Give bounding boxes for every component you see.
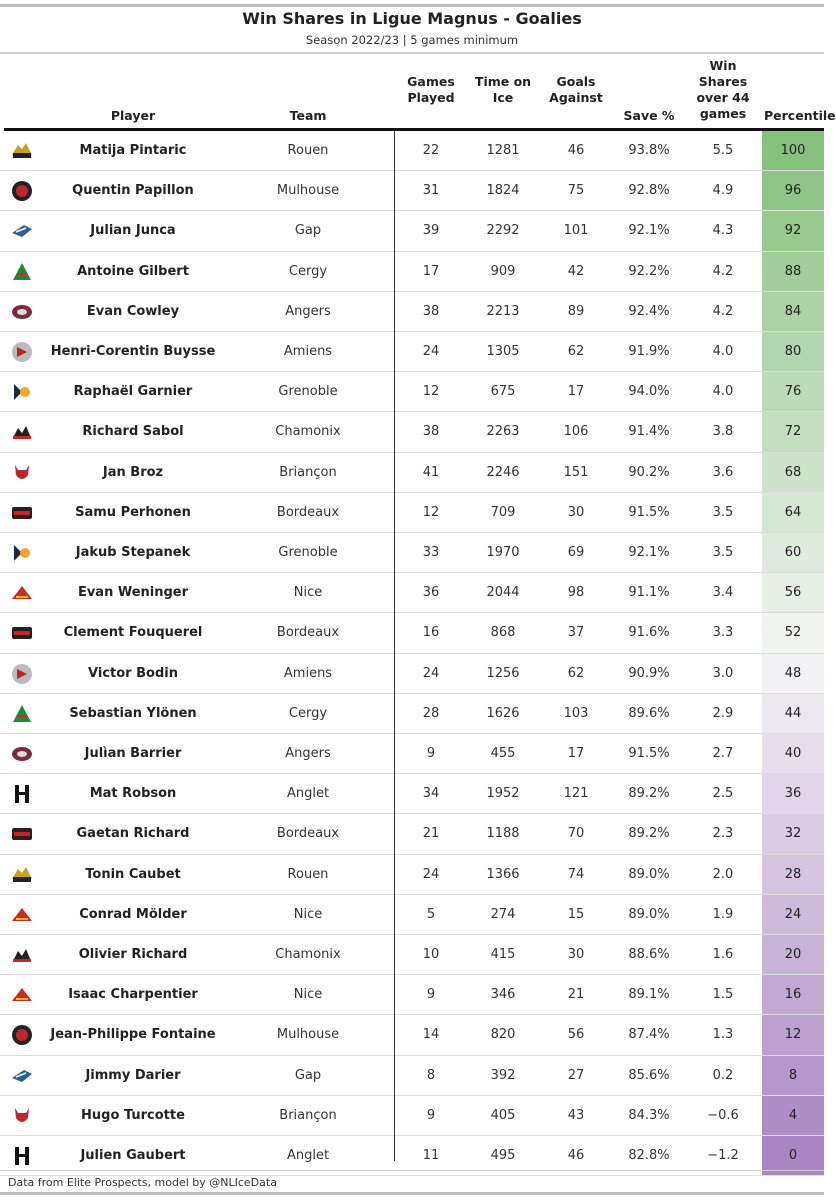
cell-sv: 92.4% (628, 303, 670, 319)
header-save-pct[interactable] (616, 56, 682, 124)
cell-gp: 9 (426, 987, 436, 1003)
table-row[interactable] (0, 774, 824, 814)
cell-ws: 1.5 (712, 987, 734, 1003)
header-time-on-ice-line1: Time on (474, 74, 532, 89)
cell-toi: 2213 (486, 303, 520, 319)
cell-ga: 74 (567, 866, 585, 882)
boxers-crest-icon (10, 822, 34, 846)
cell-ga: 103 (563, 705, 589, 721)
cell-player: Conrad Mölder (79, 906, 187, 922)
table-row[interactable] (0, 292, 824, 332)
cell-team: Bordeaux (276, 826, 340, 842)
cell-ws: 4.3 (712, 223, 734, 239)
cell-gp: 21 (422, 826, 440, 842)
cell-ga: 15 (567, 906, 585, 922)
brule-crest-icon (10, 541, 34, 565)
cell-player: Antoine Gilbert (77, 263, 189, 279)
cell-percentile: 56 (762, 573, 824, 612)
cell-sv: 92.2% (628, 263, 670, 279)
cell-ga: 62 (567, 344, 585, 360)
cell-ws: 4.0 (712, 384, 734, 400)
cell-sv: 91.6% (628, 625, 670, 641)
cell-ws: −0.6 (707, 1107, 739, 1123)
cell-percentile: 100 (762, 131, 824, 170)
cell-player: Olivier Richard (78, 947, 188, 963)
cell-team: Anglet (286, 786, 330, 802)
cell-player: Tonin Caubet (85, 866, 181, 882)
header-games-played[interactable] (398, 56, 464, 124)
cell-sv: 89.2% (628, 786, 670, 802)
column-divider (394, 131, 395, 1161)
cell-team: Rouen (287, 143, 329, 159)
cell-gp: 24 (422, 344, 440, 360)
round-red-crest-icon (10, 179, 34, 203)
cell-gp: 12 (422, 384, 440, 400)
pionniers-crest-icon (10, 420, 34, 444)
cell-percentile: 64 (762, 493, 824, 532)
cell-toi: 1305 (486, 344, 520, 360)
header-goals-against[interactable] (542, 56, 610, 124)
source-note: Data from Elite Prospects, model by @NLIceData (8, 1176, 277, 1189)
cell-team: Anglet (286, 1148, 330, 1164)
cell-ws: 2.9 (712, 705, 734, 721)
cell-sv: 91.5% (628, 504, 670, 520)
subtitle-rule (0, 52, 824, 54)
header-percentile[interactable] (762, 56, 836, 124)
cell-percentile: 20 (762, 935, 824, 974)
cell-toi: 2246 (486, 464, 520, 480)
table-row[interactable] (0, 1015, 824, 1055)
cell-ws: 4.0 (712, 344, 734, 360)
cell-toi: 346 (490, 987, 516, 1003)
cell-percentile: 76 (762, 372, 824, 411)
table-row[interactable] (0, 493, 824, 533)
header-win-shares[interactable] (690, 56, 756, 124)
boxers-crest-icon (10, 501, 34, 525)
cell-gp: 22 (422, 143, 440, 159)
cell-toi: 709 (490, 504, 516, 520)
cell-ws: 3.5 (712, 545, 734, 561)
cell-toi: 1824 (486, 183, 520, 199)
header-games-played-line1: Games (407, 74, 455, 89)
header-team[interactable] (248, 56, 368, 124)
header-percentile-label: Percentile (764, 108, 836, 123)
cell-sv: 82.8% (628, 1148, 670, 1164)
shark-crest-icon (10, 219, 34, 243)
cell-percentile: 0 (762, 1136, 824, 1175)
header-time-on-ice[interactable] (470, 56, 536, 124)
jets-crest-icon (10, 702, 34, 726)
cell-ws: 3.5 (712, 504, 734, 520)
table-row[interactable] (0, 654, 824, 694)
cell-gp: 33 (422, 545, 440, 561)
cell-team: Angers (285, 303, 331, 319)
cell-gp: 38 (422, 424, 440, 440)
cell-gp: 24 (422, 665, 440, 681)
cell-gp: 10 (422, 947, 440, 963)
table-subtitle: Season 2022/23 | 5 games minimum (305, 33, 519, 47)
cell-team: Cergy (288, 705, 328, 721)
cell-toi: 1970 (486, 545, 520, 561)
cell-percentile: 52 (762, 613, 824, 652)
cell-percentile: 92 (762, 211, 824, 250)
cell-ga: 46 (567, 143, 585, 159)
cell-ws: 4.9 (712, 183, 734, 199)
gothic-crest-icon (10, 662, 34, 686)
cell-ga: 42 (567, 263, 585, 279)
cell-ws: 3.4 (712, 585, 734, 601)
cell-percentile: 12 (762, 1015, 824, 1054)
cell-percentile: 60 (762, 533, 824, 572)
table-row[interactable] (0, 252, 824, 292)
cell-toi: 2044 (486, 585, 520, 601)
cell-player: Clement Fouquerel (63, 625, 203, 641)
cell-gp: 8 (426, 1067, 436, 1083)
cell-player: Jan Broz (102, 464, 164, 480)
cell-ga: 121 (563, 786, 589, 802)
cell-percentile: 72 (762, 412, 824, 451)
ducks-crest-icon (10, 300, 34, 324)
header-goals-against-line1: Goals (556, 74, 596, 89)
letter-h-crest-icon (10, 1144, 34, 1168)
cell-ga: 30 (567, 947, 585, 963)
cell-team: Amiens (283, 344, 333, 360)
cell-percentile: 48 (762, 654, 824, 693)
cell-sv: 89.0% (628, 866, 670, 882)
jets-crest-icon (10, 260, 34, 284)
cell-player: Richard Sabol (82, 424, 184, 440)
cell-team: Chamonix (275, 947, 341, 963)
cell-ws: 2.3 (712, 826, 734, 842)
cell-sv: 90.9% (628, 665, 670, 681)
cell-ws: 0.2 (712, 1067, 734, 1083)
cell-player: Quentin Papillon (72, 183, 194, 199)
cell-ws: 3.3 (712, 625, 734, 641)
cell-percentile: 84 (762, 292, 824, 331)
cell-player: Mat Robson (89, 786, 177, 802)
cell-ga: 70 (567, 826, 585, 842)
cell-toi: 675 (490, 384, 516, 400)
cell-gp: 14 (422, 1027, 440, 1043)
table-row[interactable] (0, 372, 824, 412)
boxers-crest-icon (10, 621, 34, 645)
brule-crest-icon (10, 380, 34, 404)
cell-toi: 1366 (486, 866, 520, 882)
table-row[interactable] (0, 533, 824, 573)
table-title: Win Shares in Ligue Magnus - Goalies (242, 9, 582, 28)
header-player[interactable] (48, 56, 218, 124)
cell-sv: 89.1% (628, 987, 670, 1003)
table-row[interactable] (0, 453, 824, 493)
cell-sv: 92.1% (628, 545, 670, 561)
header-win-shares-line1: Win (709, 58, 737, 73)
cell-ws: 1.3 (712, 1027, 734, 1043)
cell-sv: 94.0% (628, 384, 670, 400)
table-row[interactable] (0, 975, 824, 1015)
dragon-crest-icon (10, 139, 34, 163)
cell-player: Raphaël Garnier (73, 384, 193, 400)
round-red-crest-icon (10, 1023, 34, 1047)
cell-sv: 92.8% (628, 183, 670, 199)
cell-ga: 17 (567, 746, 585, 762)
cell-sv: 91.5% (628, 746, 670, 762)
cell-gp: 34 (422, 786, 440, 802)
cell-ga: 98 (567, 585, 585, 601)
cell-sv: 93.8% (628, 143, 670, 159)
cell-toi: 2292 (486, 223, 520, 239)
cell-team: Nice (293, 906, 323, 922)
cell-toi: 455 (490, 746, 516, 762)
cell-percentile: 68 (762, 453, 824, 492)
cell-ws: 4.2 (712, 263, 734, 279)
cell-percentile: 96 (762, 171, 824, 210)
cell-gp: 9 (426, 746, 436, 762)
cell-ga: 75 (567, 183, 585, 199)
cell-player: Sebastian Ylönen (69, 705, 197, 721)
cell-ga: 106 (563, 424, 589, 440)
cell-player: Jean-Philippe Fontaine (50, 1027, 216, 1043)
cell-gp: 38 (422, 303, 440, 319)
cell-team: Chamonix (275, 424, 341, 440)
header-time-on-ice-line2: Ice (492, 90, 514, 105)
cell-ga: 21 (567, 987, 585, 1003)
cell-player: Jakub Stepanek (75, 545, 191, 561)
table-row[interactable] (0, 171, 824, 211)
header-goals-against-line2: Against (549, 90, 603, 105)
cell-player: Julian Junca (90, 223, 176, 239)
table-row[interactable] (0, 613, 824, 653)
cell-team: Briançon (279, 1107, 337, 1123)
header-games-played-line2: Played (407, 90, 455, 105)
cell-ga: 101 (563, 223, 589, 239)
bottom-rule (0, 1192, 824, 1195)
cell-team: Nice (293, 987, 323, 1003)
table-row[interactable] (0, 131, 824, 171)
cell-ws: 3.6 (712, 464, 734, 480)
cell-team: Grenoble (278, 384, 338, 400)
cell-team: Mulhouse (276, 183, 340, 199)
cell-ga: 43 (567, 1107, 585, 1123)
cell-ws: 3.0 (712, 665, 734, 681)
cell-player: Hugo Turcotte (81, 1107, 185, 1123)
cell-ga: 27 (567, 1067, 585, 1083)
cell-toi: 1626 (486, 705, 520, 721)
cell-ws: 4.2 (712, 303, 734, 319)
cell-team: Cergy (288, 263, 328, 279)
cell-toi: 1952 (486, 786, 520, 802)
cell-gp: 24 (422, 866, 440, 882)
cell-gp: 31 (422, 183, 440, 199)
table-row[interactable] (0, 734, 824, 774)
ducks-crest-icon (10, 742, 34, 766)
dragon-crest-icon (10, 863, 34, 887)
cell-toi: 274 (490, 906, 516, 922)
cell-team: Angers (285, 746, 331, 762)
cell-toi: 2263 (486, 424, 520, 440)
cell-sv: 92.1% (628, 223, 670, 239)
cell-ga: 30 (567, 504, 585, 520)
cell-ga: 46 (567, 1148, 585, 1164)
cell-toi: 1188 (486, 826, 520, 842)
cell-percentile: 36 (762, 774, 824, 813)
shark-crest-icon (10, 1064, 34, 1088)
cell-toi: 392 (490, 1067, 516, 1083)
cell-gp: 5 (426, 906, 436, 922)
cell-team: Mulhouse (276, 1027, 340, 1043)
cell-toi: 909 (490, 263, 516, 279)
footer-rule (0, 1170, 824, 1171)
cell-percentile: 32 (762, 814, 824, 853)
cell-toi: 1281 (486, 143, 520, 159)
cell-ws: 5.5 (712, 143, 734, 159)
table-row[interactable] (0, 855, 824, 895)
header-save-pct-label: Save % (623, 108, 675, 123)
cell-toi: 415 (490, 947, 516, 963)
cell-ga: 69 (567, 545, 585, 561)
cell-ga: 37 (567, 625, 585, 641)
cell-gp: 11 (422, 1148, 440, 1164)
cell-player: Gaetan Richard (76, 826, 190, 842)
diable-crest-icon (10, 1104, 34, 1128)
diable-crest-icon (10, 461, 34, 485)
cell-percentile: 16 (762, 975, 824, 1014)
cell-percentile: 40 (762, 734, 824, 773)
header-player-label: Player (110, 108, 156, 123)
cell-percentile: 4 (762, 1096, 824, 1135)
cell-ga: 62 (567, 665, 585, 681)
cell-sv: 89.2% (628, 826, 670, 842)
cell-team: Gap (294, 1067, 322, 1083)
cell-sv: 91.4% (628, 424, 670, 440)
cell-sv: 91.9% (628, 344, 670, 360)
header-win-shares-line3: over 44 (696, 90, 750, 105)
aigles-crest-icon (10, 983, 34, 1007)
letter-h-crest-icon (10, 782, 34, 806)
cell-sv: 85.6% (628, 1067, 670, 1083)
cell-gp: 28 (422, 705, 440, 721)
cell-team: Bordeaux (276, 625, 340, 641)
cell-gp: 36 (422, 585, 440, 601)
header-win-shares-line2: Shares (698, 74, 748, 89)
table-row[interactable] (0, 211, 824, 251)
cell-sv: 89.0% (628, 906, 670, 922)
table-row[interactable] (0, 935, 824, 975)
cell-percentile: 44 (762, 694, 824, 733)
cell-ga: 89 (567, 303, 585, 319)
cell-player: Julìan Barrier (84, 746, 182, 762)
cell-gp: 39 (422, 223, 440, 239)
cell-player: Jimmy Darier (85, 1067, 181, 1083)
header-win-shares-line4: games (699, 106, 747, 121)
cell-ws: 1.6 (712, 947, 734, 963)
cell-team: Amiens (283, 665, 333, 681)
table-row[interactable] (0, 895, 824, 935)
cell-ws: 2.0 (712, 866, 734, 882)
cell-gp: 16 (422, 625, 440, 641)
cell-team: Grenoble (278, 545, 338, 561)
cell-gp: 41 (422, 464, 440, 480)
cell-player: Victor Bodin (88, 665, 178, 681)
cell-ga: 17 (567, 384, 585, 400)
cell-team: Rouen (287, 866, 329, 882)
header-team-label: Team (289, 108, 327, 123)
cell-ga: 151 (563, 464, 589, 480)
cell-gp: 12 (422, 504, 440, 520)
gothic-crest-icon (10, 340, 34, 364)
cell-player: Evan Cowley (86, 303, 180, 319)
cell-sv: 88.6% (628, 947, 670, 963)
cell-team: Briançon (279, 464, 337, 480)
table-row[interactable] (0, 573, 824, 613)
cell-player: Henri-Corentin Buysse (50, 344, 216, 360)
pionniers-crest-icon (10, 943, 34, 967)
cell-toi: 405 (490, 1107, 516, 1123)
cell-ws: −1.2 (707, 1148, 739, 1164)
cell-ws: 2.7 (712, 746, 734, 762)
cell-player: Samu Perhonen (75, 504, 191, 520)
cell-sv: 87.4% (628, 1027, 670, 1043)
cell-ws: 2.5 (712, 786, 734, 802)
table-row[interactable] (0, 694, 824, 734)
cell-player: Isaac Charpentier (68, 987, 198, 1003)
table-row[interactable] (0, 412, 824, 452)
table-row[interactable] (0, 814, 824, 854)
cell-sv: 91.1% (628, 585, 670, 601)
aigles-crest-icon (10, 581, 34, 605)
cell-toi: 1256 (486, 665, 520, 681)
cell-toi: 820 (490, 1027, 516, 1043)
cell-team: Bordeaux (276, 504, 340, 520)
cell-toi: 868 (490, 625, 516, 641)
table-row[interactable] (0, 1096, 824, 1136)
aigles-crest-icon (10, 903, 34, 927)
cell-ws: 3.8 (712, 424, 734, 440)
cell-team: Nice (293, 585, 323, 601)
cell-sv: 90.2% (628, 464, 670, 480)
cell-percentile: 28 (762, 855, 824, 894)
cell-player: Julien Gaubert (80, 1148, 186, 1164)
cell-sv: 84.3% (628, 1107, 670, 1123)
cell-player: Evan Weninger (77, 585, 189, 601)
table-row[interactable] (0, 332, 824, 372)
cell-player: Matija Pintaric (79, 143, 187, 159)
cell-toi: 495 (490, 1148, 516, 1164)
cell-ws: 1.9 (712, 906, 734, 922)
cell-gp: 17 (422, 263, 440, 279)
cell-ga: 56 (567, 1027, 585, 1043)
cell-percentile: 8 (762, 1056, 824, 1095)
cell-percentile: 24 (762, 895, 824, 934)
top-rule (0, 4, 824, 7)
cell-percentile: 88 (762, 252, 824, 291)
cell-sv: 89.6% (628, 705, 670, 721)
cell-gp: 9 (426, 1107, 436, 1123)
table-row[interactable] (0, 1056, 824, 1096)
cell-team: Gap (294, 223, 322, 239)
cell-percentile: 80 (762, 332, 824, 371)
